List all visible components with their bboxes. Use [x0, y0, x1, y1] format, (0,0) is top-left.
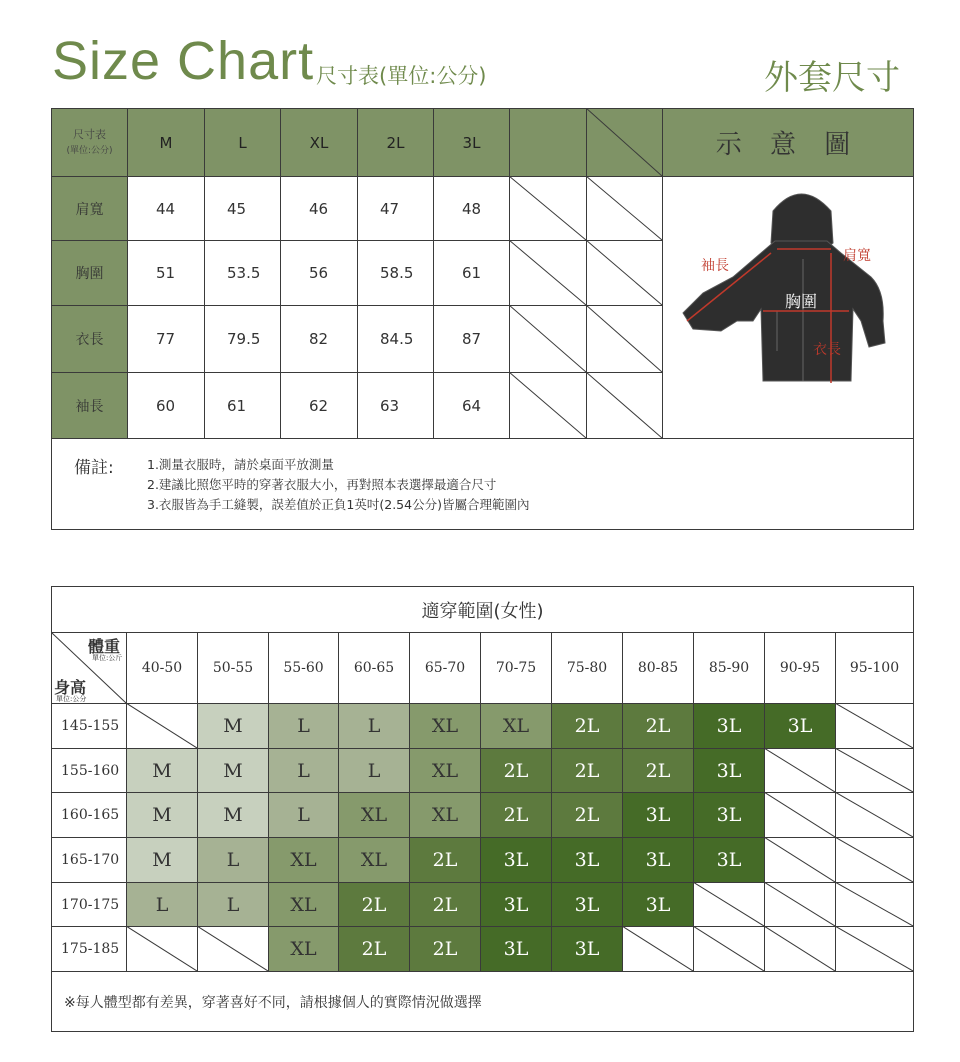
- measure-value-cell: 77: [127, 305, 205, 373]
- empty-cell-diagonal: [764, 926, 835, 971]
- note-line: 2.建議比照您平時的穿著衣服大小，再對照本表選擇最適合尺寸: [147, 477, 497, 492]
- fit-size-cell: 2L: [338, 926, 410, 972]
- category-label: 外套尺寸: [764, 58, 900, 98]
- height-row-label: 155-160: [51, 748, 127, 793]
- diagram-label-shoulder: 肩寬: [843, 248, 871, 264]
- empty-cell-diagonal: [764, 837, 835, 882]
- jacket-diagram-panel: [662, 176, 914, 439]
- fit-size-cell: 3L: [551, 882, 623, 927]
- note-line: 3.衣服皆為手工縫製，誤差值於正負1英吋(2.54公分)皆屬合理範圍內: [147, 497, 530, 512]
- fit-size-cell: L: [338, 703, 410, 749]
- fit-size-cell: L: [126, 882, 198, 927]
- fit-size-cell: L: [268, 792, 339, 838]
- fit-size-cell: 2L: [338, 882, 410, 927]
- fit-size-cell: 3L: [693, 792, 765, 838]
- fit-size-cell: M: [126, 837, 198, 883]
- empty-cell-diagonal: [586, 176, 662, 240]
- corner-title: 尺寸表: [73, 127, 106, 141]
- weight-header: 80-85: [622, 632, 694, 704]
- weight-header: 60-65: [338, 632, 410, 704]
- fit-size-cell: 2L: [409, 837, 481, 883]
- empty-cell-diagonal: [835, 882, 913, 926]
- notes-panel: [51, 438, 914, 530]
- weight-axis-unit: 單位:公斤: [92, 654, 123, 662]
- measure-value-cell: 56: [280, 240, 358, 306]
- fit-table-corner: [51, 632, 127, 704]
- measure-row-label: 衣長: [51, 305, 128, 373]
- fit-size-cell: 3L: [551, 926, 623, 972]
- measure-value-cell: 64: [433, 372, 510, 439]
- fit-size-cell: XL: [480, 703, 552, 749]
- fit-size-cell: M: [197, 748, 269, 793]
- fit-size-cell: M: [126, 792, 198, 838]
- height-axis-unit: 單位:公分: [56, 695, 87, 703]
- fit-size-cell: 2L: [480, 792, 552, 838]
- measure-value-cell: 79.5: [204, 305, 281, 373]
- corner-unit: (單位:公分): [66, 145, 113, 156]
- fit-size-cell: 3L: [693, 837, 765, 883]
- fit-table-title: 適穿範圍(女性): [51, 586, 914, 633]
- empty-cell-diagonal: [586, 108, 662, 176]
- measure-value-cell: 44: [127, 176, 205, 241]
- empty-cell-diagonal: [764, 748, 835, 792]
- height-row-label: 145-155: [51, 703, 127, 749]
- fit-size-cell: XL: [409, 703, 481, 749]
- measure-value-cell: 46: [280, 176, 358, 241]
- fit-size-cell: 3L: [622, 882, 694, 927]
- empty-cell-diagonal: [835, 926, 913, 971]
- weight-header: 50-55: [197, 632, 269, 704]
- diagram-label-chest: 胸圍: [785, 292, 818, 311]
- fit-size-cell: 2L: [551, 792, 623, 838]
- weight-header: 55-60: [268, 632, 339, 704]
- size-header-m: M: [127, 108, 205, 177]
- fit-size-cell: M: [197, 792, 269, 838]
- empty-cell-diagonal: [693, 882, 764, 926]
- measure-value-cell: 62: [280, 372, 358, 439]
- empty-cell-diagonal: [509, 305, 586, 372]
- fit-size-cell: XL: [338, 792, 410, 838]
- empty-cell-diagonal: [693, 926, 764, 971]
- fit-size-cell: 3L: [693, 748, 765, 793]
- measure-row-label: 胸圍: [51, 240, 128, 306]
- diagram-label-sleeve: 袖長: [701, 258, 729, 274]
- measure-value-cell: 87: [433, 305, 510, 373]
- measure-value-cell: 48: [433, 176, 510, 241]
- measure-value-cell: 61: [204, 372, 281, 439]
- diagram-label-length: 衣長: [813, 342, 841, 358]
- height-row-label: 165-170: [51, 837, 127, 883]
- fit-size-cell: M: [126, 748, 198, 793]
- fit-size-cell: XL: [409, 792, 481, 838]
- weight-header: 90-95: [764, 632, 836, 704]
- measure-value-cell: 45: [204, 176, 281, 241]
- empty-cell-diagonal: [586, 240, 662, 305]
- empty-cell-diagonal: [835, 703, 913, 748]
- height-row-label: 160-165: [51, 792, 127, 838]
- empty-header-cell: [509, 108, 587, 177]
- fit-size-cell: 3L: [764, 703, 836, 749]
- measure-row-label: 肩寬: [51, 176, 128, 241]
- note-line: 1.測量衣服時，請於桌面平放測量: [147, 457, 334, 472]
- fit-size-cell: 3L: [480, 837, 552, 883]
- fit-size-cell: 2L: [480, 748, 552, 793]
- weight-header: 75-80: [551, 632, 623, 704]
- fit-size-cell: 2L: [622, 703, 694, 749]
- empty-cell-diagonal: [622, 926, 693, 971]
- measure-value-cell: 47: [357, 176, 434, 241]
- fit-size-cell: L: [268, 703, 339, 749]
- fit-range-table: [51, 586, 913, 1031]
- fit-size-cell: XL: [409, 748, 481, 793]
- measure-value-cell: 51: [127, 240, 205, 306]
- fit-size-cell: XL: [268, 882, 339, 927]
- page-title: Size Chart: [52, 31, 315, 91]
- fit-size-cell: L: [268, 748, 339, 793]
- size-header-l: L: [204, 108, 281, 177]
- fit-size-cell: 2L: [409, 882, 481, 927]
- measure-value-cell: 53.5: [204, 240, 281, 306]
- measure-value-cell: 84.5: [357, 305, 434, 373]
- empty-cell-diagonal: [586, 305, 662, 372]
- height-row-label: 170-175: [51, 882, 127, 927]
- size-header-xl: XL: [280, 108, 358, 177]
- fit-size-cell: L: [197, 837, 269, 883]
- measure-value-cell: 61: [433, 240, 510, 306]
- weight-header: 95-100: [835, 632, 914, 704]
- empty-cell-diagonal: [509, 176, 586, 240]
- measure-value-cell: 60: [127, 372, 205, 439]
- fit-table-footnote: ※每人體型都有差異，穿著喜好不同，請根據個人的實際情況做選擇: [51, 971, 914, 1032]
- height-axis-label: 身高: [54, 678, 87, 697]
- fit-size-cell: 2L: [409, 926, 481, 972]
- empty-cell-diagonal: [126, 703, 197, 748]
- fit-size-cell: XL: [338, 837, 410, 883]
- size-header-3l: 3L: [433, 108, 510, 177]
- weight-header: 65-70: [409, 632, 481, 704]
- fit-size-cell: 3L: [622, 792, 694, 838]
- fit-size-cell: L: [338, 748, 410, 793]
- diagram-title: 示 意 圖: [662, 108, 914, 177]
- empty-cell-diagonal: [197, 926, 268, 971]
- weight-header: 85-90: [693, 632, 765, 704]
- empty-cell-diagonal: [835, 792, 913, 837]
- fit-size-cell: 3L: [622, 837, 694, 883]
- empty-cell-diagonal: [586, 372, 662, 438]
- measure-value-cell: 82: [280, 305, 358, 373]
- empty-cell-diagonal: [126, 926, 197, 971]
- empty-cell-diagonal: [509, 372, 586, 438]
- notes-label: 備註:: [74, 458, 114, 478]
- empty-cell-diagonal: [509, 240, 586, 305]
- fit-size-cell: 3L: [693, 703, 765, 749]
- empty-cell-diagonal: [835, 837, 913, 882]
- fit-size-cell: 2L: [622, 748, 694, 793]
- height-row-label: 175-185: [51, 926, 127, 972]
- measure-value-cell: 58.5: [357, 240, 434, 306]
- measure-value-cell: 63: [357, 372, 434, 439]
- measurement-table: [51, 108, 913, 530]
- fit-size-cell: L: [197, 882, 269, 927]
- weight-axis-label: 體重: [88, 637, 121, 656]
- table-corner-label: [51, 108, 128, 177]
- weight-header: 70-75: [480, 632, 552, 704]
- fit-size-cell: 3L: [480, 926, 552, 972]
- fit-size-cell: XL: [268, 926, 339, 972]
- fit-size-cell: 2L: [551, 703, 623, 749]
- empty-cell-diagonal: [764, 792, 835, 837]
- empty-cell-diagonal: [835, 748, 913, 792]
- size-header-2l: 2L: [357, 108, 434, 177]
- empty-cell-diagonal: [764, 882, 835, 926]
- measure-row-label: 袖長: [51, 372, 128, 439]
- fit-size-cell: 2L: [551, 748, 623, 793]
- weight-header: 40-50: [126, 632, 198, 704]
- fit-size-cell: XL: [268, 837, 339, 883]
- fit-size-cell: M: [197, 703, 269, 749]
- page-subtitle: 尺寸表(單位:公分): [316, 64, 487, 88]
- fit-size-cell: 3L: [480, 882, 552, 927]
- fit-size-cell: 3L: [551, 837, 623, 883]
